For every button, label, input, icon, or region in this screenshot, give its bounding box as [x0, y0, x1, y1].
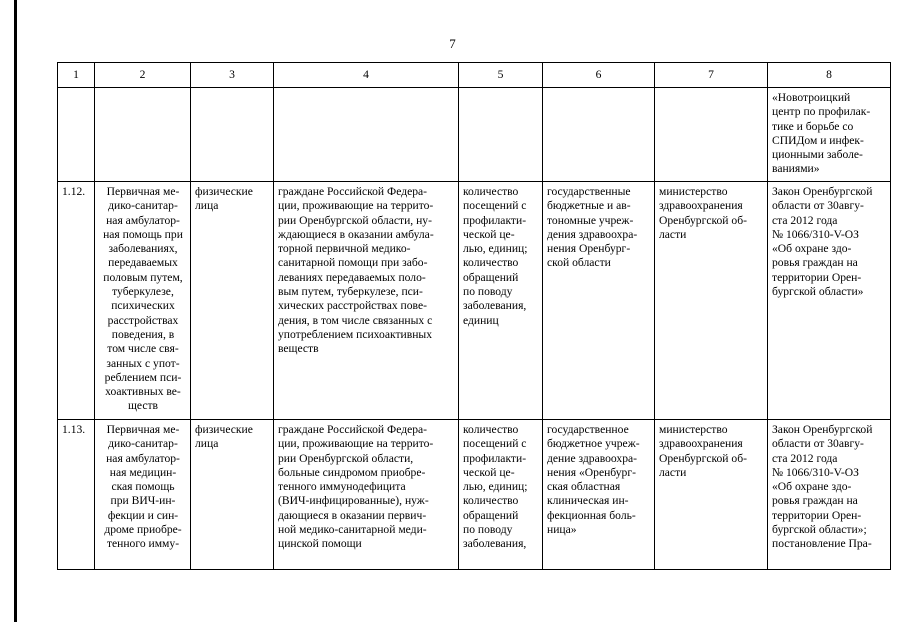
recipient-description: граждане Российской Федера- ции, проживающие на террито- рии Оренбургской области, больные синдромом приобре- тенного иммунодефицита (ВИЧ-инфицированные), нуж- дающиеся в оказании первич- ной медико-санитарной меди- цинской помощи	[274, 420, 459, 570]
table-cell-legal-basis: «Новотроицкий центр по профилак- тике и борьбе со СПИДом и инфек- ционными заболе- ваниями»	[768, 88, 891, 182]
table-cell	[95, 88, 191, 182]
header-col-5: 5	[459, 63, 543, 88]
header-col-4: 4	[274, 63, 459, 88]
page-left-border-line	[14, 0, 17, 622]
volume-indicator: количество посещений с профилакти- ческой це- лью, единиц; количество обращений по поводу заболевания,	[459, 420, 543, 570]
header-col-7: 7	[655, 63, 768, 88]
row-number: 1.12.	[58, 182, 95, 420]
table-cell	[459, 88, 543, 182]
header-col-8: 8	[768, 63, 891, 88]
page-number: 7	[449, 36, 456, 51]
provider-institutions: государственные бюджетные и ав- тономные учреж- дения здравоохра- нения Оренбург- ской области	[543, 182, 655, 420]
recipient-description: граждане Российской Федера- ции, проживающие на террито- рии Оренбургской области, ну- ждающиеся в оказании амбула- торной первичной медико- санитарной помощи при забо- леваниях передаваемых поло- вым путем, туберкулезе, пси- хических расстройствах пове- дения, в том числе связанных с употреблением психоактивных веществ	[274, 182, 459, 420]
consumer-category: физические лица	[191, 182, 274, 420]
header-col-2: 2	[95, 63, 191, 88]
services-table	[57, 62, 891, 570]
responsible-authority: министерство здравоохранения Оренбургской об- ласти	[655, 420, 768, 570]
table-cell	[543, 88, 655, 182]
provider-institutions: государственное бюджетное учреж- дение здравоохра- нения «Оренбург- ская областная клиническая ин- фекционная боль- ница»	[543, 420, 655, 570]
service-name: Первичная ме- дико-санитар- ная амбулатор- ная помощь при заболеваниях, передаваемых половым путем, туберкулезе, психических расстройствах поведения, в том числе свя- занных с упот- реблением пси- хоактивных ве- ществ	[95, 182, 191, 420]
table-cell	[655, 88, 768, 182]
volume-indicator: количество посещений с профилакти- ческой це- лью, единиц; количество обращений по поводу заболевания, единиц	[459, 182, 543, 420]
legal-basis: Закон Оренбургской области от 30авгу- ста 2012 года № 1066/310-V-ОЗ «Об охране здо- ровья граждан на территории Орен- бургской области»; постановление Пра-	[768, 420, 891, 570]
header-col-1: 1	[58, 63, 95, 88]
table-header-row	[58, 63, 891, 88]
table-row-continuation	[58, 88, 891, 182]
header-col-6: 6	[543, 63, 655, 88]
table-row-1-12	[58, 182, 891, 420]
header-col-3: 3	[191, 63, 274, 88]
table-cell	[274, 88, 459, 182]
row-number: 1.13.	[58, 420, 95, 570]
consumer-category: физические лица	[191, 420, 274, 570]
table-cell	[191, 88, 274, 182]
table-row-1-13	[58, 420, 891, 570]
table-cell	[58, 88, 95, 182]
service-name: Первичная ме- дико-санитар- ная амбулатор- ная медицин- ская помощь при ВИЧ-ин- фекции и син- дроме приобре- тенного имму-	[95, 420, 191, 570]
responsible-authority: министерство здравоохранения Оренбургской об- ласти	[655, 182, 768, 420]
legal-basis: Закон Оренбургской области от 30авгу- ста 2012 года № 1066/310-V-ОЗ «Об охране здо- ровья граждан на территории Орен- бургской области»	[768, 182, 891, 420]
